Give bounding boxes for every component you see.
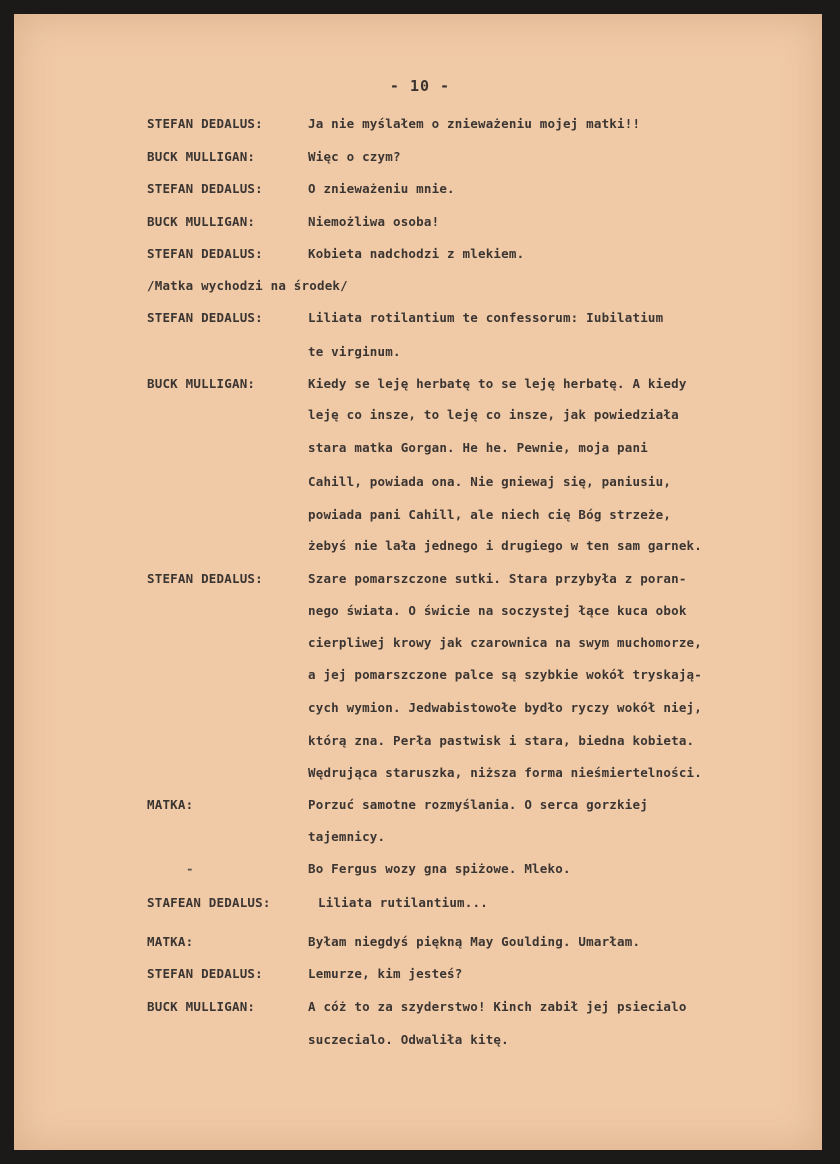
speaker-label: STEFAN DEDALUS: <box>147 116 263 131</box>
dialogue-line: O znieważeniu mnie. <box>308 181 455 196</box>
dialogue-line: leję co insze, to leję co insze, jak powiedziała <box>308 407 679 422</box>
dialogue-line: cierpliwej krowy jak czarownica na swym muchomorze, <box>308 635 703 650</box>
dialogue-line: Więc o czym? <box>308 149 401 164</box>
speaker-label: STEFAN DEDALUS: <box>147 181 263 196</box>
dialogue-line: Kiedy se leję herbatę to se leję herbatę. A kiedy <box>308 376 687 391</box>
dialogue-line: a jej pomarszczone palce są szybkie wokół tryskają- <box>308 667 703 682</box>
dialogue-line: Liliata rotilantium te confessorum: Iubilatium <box>308 310 664 325</box>
dialogue-line: nego świata. O świcie na soczystej łące kuca obok <box>308 603 687 618</box>
dialogue-line: Niemożliwa osoba! <box>308 214 440 229</box>
dialogue-line: A cóż to za szyderstwo! Kinch zabił jej psiecialo <box>308 999 687 1014</box>
dialogue-line: suczecialo. Odwaliła kitę. <box>308 1032 509 1047</box>
page-number: - 10 - <box>389 77 451 95</box>
speaker-label: STEFAN DEDALUS: <box>147 310 263 325</box>
dialogue-line: Liliata rutilantium... <box>318 895 488 910</box>
dialogue-line: Kobieta nadchodzi z mlekiem. <box>308 246 525 261</box>
speaker-label: STEFAN DEDALUS: <box>147 246 263 261</box>
dialogue-line: żebyś nie lała jednego i drugiego w ten sam garnek. <box>308 538 703 553</box>
dialogue-line: Lemurze, kim jesteś? <box>308 966 463 981</box>
dialogue-line: Byłam niegdyś piękną May Goulding. Umarłam. <box>308 934 641 949</box>
speaker-label: BUCK MULLIGAN: <box>147 376 256 391</box>
speaker-label: STEFAN DEDALUS: <box>147 571 263 586</box>
dialogue-line: Porzuć samotne rozmyślania. O serca gorzkiej <box>308 797 648 812</box>
dash-mark: - <box>186 861 194 876</box>
speaker-label: MATKA: <box>147 797 194 812</box>
speaker-label: MATKA: <box>147 934 194 949</box>
dialogue-line: te virginum. <box>308 344 401 359</box>
dialogue-line: stara matka Gorgan. He he. Pewnie, moja pani <box>308 440 648 455</box>
speaker-label: BUCK MULLIGAN: <box>147 214 256 229</box>
dialogue-line: Wędrująca staruszka, niższa forma nieśmiertelności. <box>308 765 703 780</box>
dialogue-line: którą zna. Perła pastwisk i stara, biedna kobieta. <box>308 733 695 748</box>
dialogue-line: Bo Fergus wozy gna spiżowe. Mleko. <box>308 861 571 876</box>
dialogue-line: powiada pani Cahill, ale niech cię Bóg strzeże, <box>308 507 672 522</box>
dialogue-line: tajemnicy. <box>308 829 386 844</box>
speaker-label: BUCK MULLIGAN: <box>147 149 256 164</box>
speaker-label: BUCK MULLIGAN: <box>147 999 256 1014</box>
speaker-label: STAFEAN DEDALUS: <box>147 895 271 910</box>
dialogue-line: Ja nie myślałem o znieważeniu mojej matki!! <box>308 116 641 131</box>
dialogue-line: Cahill, powiada ona. Nie gniewaj się, paniusiu, <box>308 474 672 489</box>
dialogue-line: Szare pomarszczone sutki. Stara przybyła z poran- <box>308 571 687 586</box>
dialogue-line: cych wymion. Jedwabistowołe bydło ryczy wokół niej, <box>308 700 703 715</box>
stage-direction: /Matka wychodzi na środek/ <box>147 278 348 293</box>
speaker-label: STEFAN DEDALUS: <box>147 966 263 981</box>
